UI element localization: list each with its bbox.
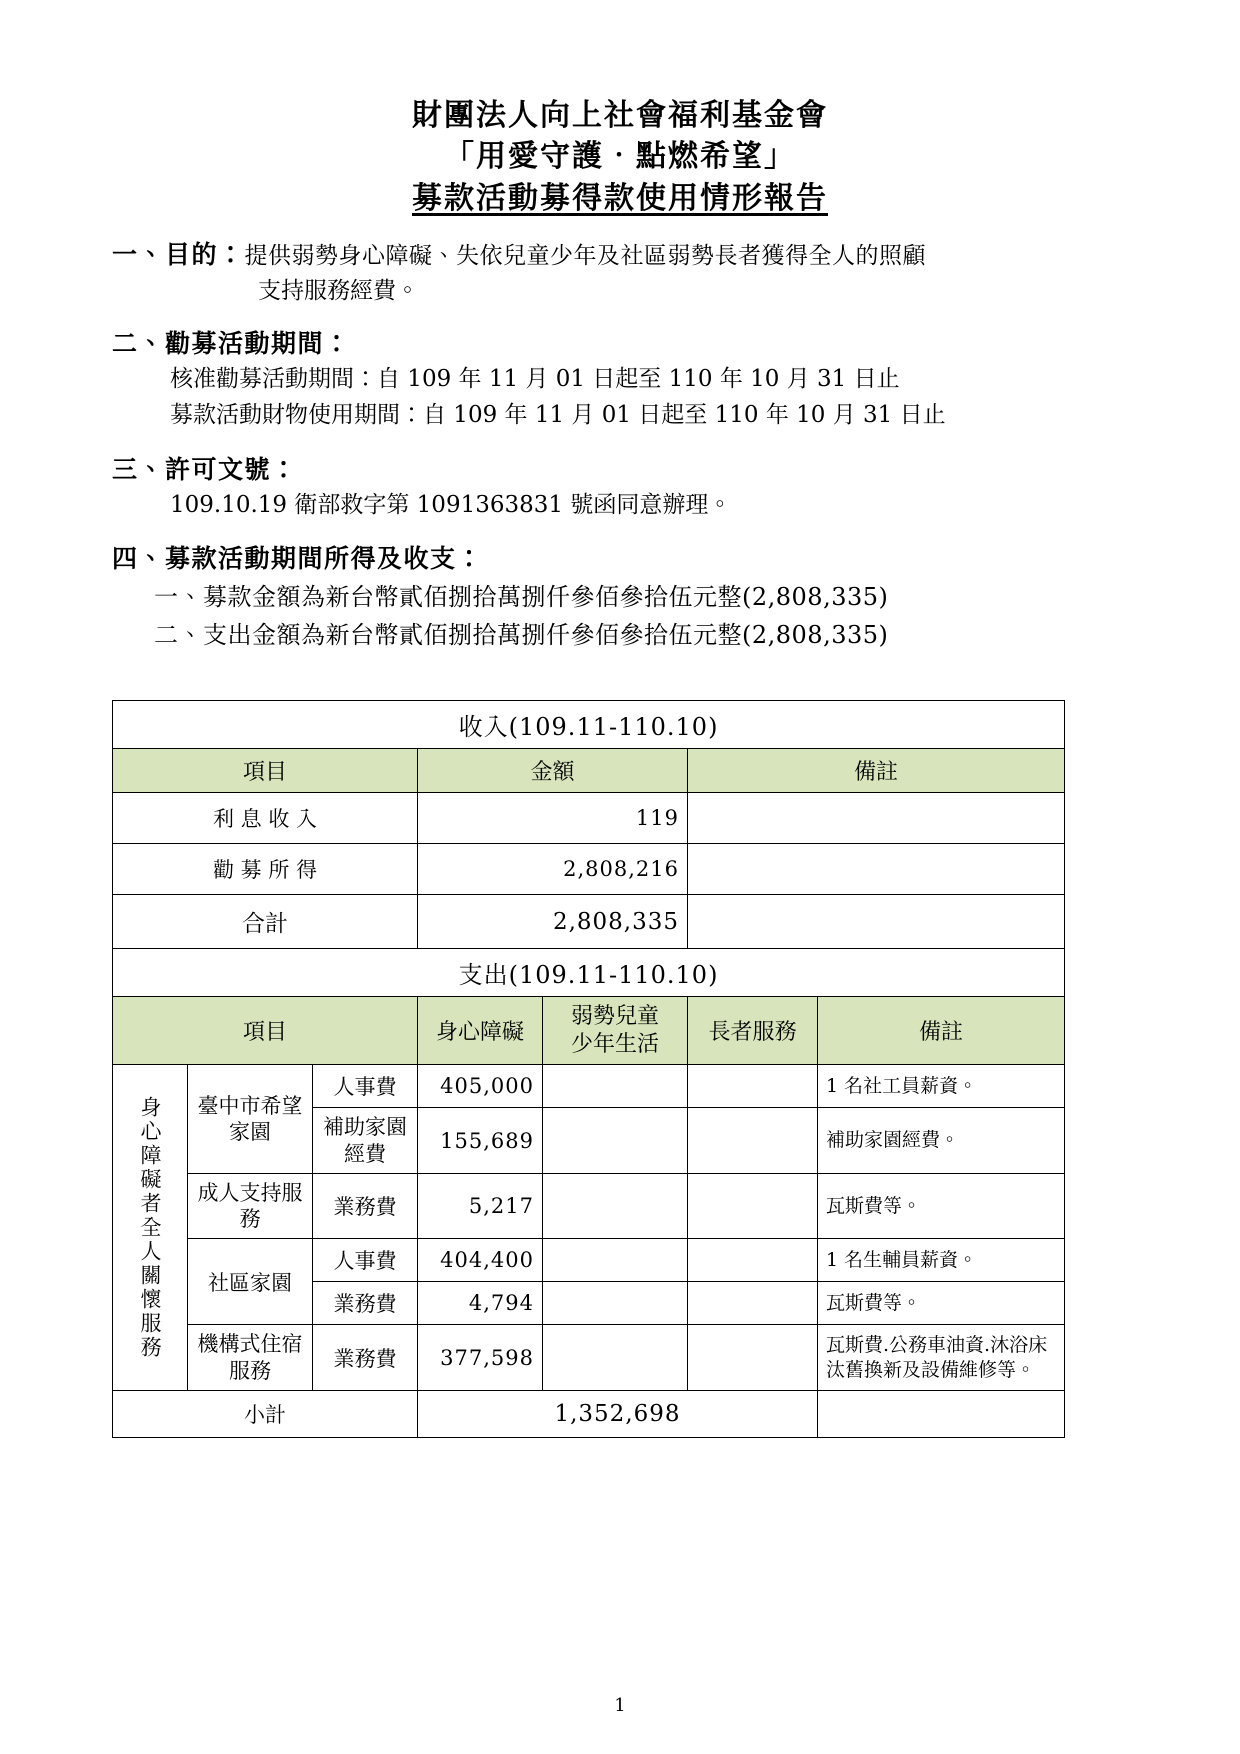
expense-category-5: 業務費 [313,1282,418,1325]
expense-note-2: 補助家園經費。 [818,1108,1065,1174]
income-row-total [113,895,1065,949]
expense-children-5 [543,1282,688,1325]
income-header-row [113,749,1065,793]
expense-row-1 [113,1065,1065,1108]
expense-children-1 [543,1065,688,1108]
section-balance-item-2: 二、支出金額為新台幣貳佰捌拾萬捌仟參佰參拾伍元整(2,808,335) [154,621,889,650]
expense-children-6 [543,1325,688,1391]
expense-subtotal-row [113,1390,1065,1437]
income-total-note [688,895,1065,949]
expense-elderly-6 [688,1325,818,1391]
expense-program-3: 成人支持服務 [188,1173,313,1239]
income-amount-interest: 119 [418,793,688,844]
expense-header-children-line2: 少年生活 [570,1031,659,1057]
expense-subtotal-label: 小計 [113,1390,418,1437]
income-header-amount: 金額 [418,749,688,793]
expense-disability-4: 404,400 [418,1239,543,1282]
expense-note-1: 1 名社工員薪資。 [818,1065,1065,1108]
expense-header-children-line1: 弱勢兒童 [570,1004,659,1030]
expense-header-disability: 身心障礙 [418,997,543,1065]
section-permit-line-1: 109.10.19 衛部救字第 1091363831 號函同意辦理。 [170,491,732,518]
section-permit-heading: 三、許可文號： [112,454,298,484]
income-amount-donation: 2,808,216 [418,844,688,895]
section-purpose-text: 提供弱勢身心障礙、失依兒童少年及社區弱勢長者獲得全人的照顧 [244,243,927,270]
section-period-heading: 二、勸募活動期間： [112,329,351,359]
section-period-line-1: 核准勸募活動期間：自 109 年 11 月 01 日起至 110 年 10 月 31 日止 [170,366,900,393]
expense-disability-1: 405,000 [418,1065,543,1108]
section-balance-item-1: 一、募款金額為新台幣貳佰捌拾萬捌仟參佰參拾伍元整(2,808,335) [154,582,889,611]
section-balance [112,541,1128,654]
expense-category-1: 人事費 [313,1065,418,1108]
expense-children-2 [543,1108,688,1174]
expense-category-3: 業務費 [313,1173,418,1239]
page-number: 1 [614,1695,626,1716]
section-purpose [112,237,1128,308]
expense-program-1: 臺中市希望家園 [188,1065,313,1174]
expense-note-4: 1 名生輔員薪資。 [818,1239,1065,1282]
income-row-donation [113,844,1065,895]
title-line-1: 財團法人向上社會福利基金會 [412,98,828,133]
income-item-donation: 勸 募 所 得 [113,844,418,895]
expense-program-4: 社區家園 [188,1239,313,1325]
expense-elderly-2 [688,1108,818,1174]
expense-disability-5: 4,794 [418,1282,543,1325]
expense-header-row [113,997,1065,1065]
expense-row-4 [113,1239,1065,1282]
expense-elderly-1 [688,1065,818,1108]
expense-subtotal-amount: 1,352,698 [418,1390,818,1437]
income-band-row [113,701,1065,749]
expense-note-6: 瓦斯費.公務車油資.沐浴床汰舊換新及設備維修等。 [818,1325,1065,1391]
expense-band-title: 支出(109.11-110.10) [113,949,1065,997]
income-header-note: 備註 [688,749,1065,793]
expense-group-label-cell [113,1065,188,1391]
title-line-2: 「用愛守護‧點燃希望」 [444,139,796,175]
expense-category-4: 人事費 [313,1239,418,1282]
expense-category-6: 業務費 [313,1325,418,1391]
expense-band-row [113,949,1065,997]
expense-header-elderly: 長者服務 [688,997,818,1065]
title-line-3: 募款活動募得款使用情形報告 [412,180,828,216]
expense-category-2: 補助家園經費 [313,1108,418,1174]
income-header-item: 項目 [113,749,418,793]
expense-disability-3: 5,217 [418,1173,543,1239]
section-purpose-continuation: 支持服務經費。 [258,277,419,304]
expense-children-4 [543,1239,688,1282]
expense-disability-6: 377,598 [418,1325,543,1391]
document-title [112,95,1128,219]
income-row-interest [113,793,1065,844]
section-period [112,326,1128,434]
expense-group-label: 身心障礙者全人關懷服務 [138,1095,163,1360]
expense-header-note: 備註 [818,997,1065,1065]
expense-note-5: 瓦斯費等。 [818,1282,1065,1325]
income-note-interest [688,793,1065,844]
expense-disability-2: 155,689 [418,1108,543,1174]
expense-row-6 [113,1325,1065,1391]
expense-header-item: 項目 [113,997,418,1065]
expense-row-3 [113,1173,1065,1239]
expense-elderly-5 [688,1282,818,1325]
expense-children-3 [543,1173,688,1239]
income-total-label: 合計 [113,895,418,949]
section-balance-heading: 四、募款活動期間所得及收支： [112,544,484,574]
income-item-interest: 利 息 收 入 [113,793,418,844]
expense-elderly-4 [688,1239,818,1282]
income-note-donation [688,844,1065,895]
income-expense-table [112,700,1065,1438]
expense-header-children [543,997,688,1065]
section-permit [112,452,1128,524]
financial-tables [112,700,1128,1438]
expense-program-6: 機構式住宿服務 [188,1325,313,1391]
section-purpose-label: 一、目的： [112,240,245,270]
section-period-line-2: 募款活動財物使用期間：自 109 年 11 月 01 日起至 110 年 10 月 31 日止 [170,401,946,428]
expense-elderly-3 [688,1173,818,1239]
section-purpose-heading [112,237,1128,273]
expense-subtotal-note [818,1390,1065,1437]
expense-note-3: 瓦斯費等。 [818,1173,1065,1239]
income-band-title: 收入(109.11-110.10) [113,701,1065,749]
income-total-amount: 2,808,335 [418,895,688,949]
